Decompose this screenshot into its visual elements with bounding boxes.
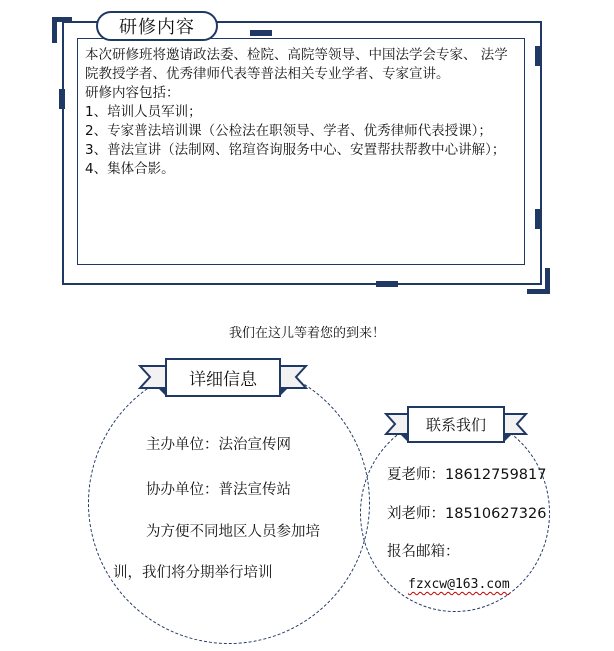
details-title: 详细信息 (189, 370, 257, 390)
contact-title: 联系我们 (425, 416, 486, 434)
section-title: 研修内容 (119, 17, 195, 38)
list-item: 2、专家普法培训课（公检法在职领导、学者、优秀律师代表授课）； (85, 123, 492, 139)
teacher-liu-phone: 刘老师：18510627326 (387, 506, 547, 522)
frame-mark (535, 209, 541, 229)
contact-title-box (408, 407, 504, 442)
list-item: 1、培训人员军训； (85, 104, 202, 120)
signup-email[interactable]: fzxcw@163.com (408, 577, 510, 592)
details-title-box (166, 359, 280, 396)
frame-mark (376, 281, 398, 287)
intro-paragraph: 本次研修班将邀请政法委、检院、高院等领导、中国法学会专家、 法学院教授学者、优秀律师代表等普法相关专业学者、专家宣讲。 (85, 47, 508, 82)
list-item: 4、集体合影。 (85, 161, 175, 177)
email-label: 报名邮箱： (387, 544, 460, 560)
schedule-note-line1: 为方便不同地区人员参加培 (146, 524, 320, 540)
co-host-unit: 协办单位：普法宣传站 (146, 482, 291, 498)
corner-accent-bottom-right (545, 268, 550, 294)
list-item: 3、普法宣讲（法制网、铭瑄咨询服务中心、安置帮扶帮教中心讲解）； (85, 142, 506, 158)
content-body (85, 46, 521, 179)
section-title-tab (96, 11, 218, 41)
schedule-note-line2: 训，我们将分期举行培训 (113, 565, 273, 581)
teacher-xia-phone: 夏老师：18612759817 (387, 467, 547, 483)
contents-heading: 研修内容包括： (85, 85, 180, 101)
frame-mark (250, 30, 272, 36)
tagline: 我们在这儿等着您的到来！ (228, 326, 385, 341)
frame-mark (59, 89, 65, 109)
corner-accent-top-left (52, 17, 57, 43)
details-circle (88, 362, 370, 644)
host-unit: 主办单位：法治宣传网 (146, 437, 291, 453)
frame-mark (535, 46, 541, 66)
